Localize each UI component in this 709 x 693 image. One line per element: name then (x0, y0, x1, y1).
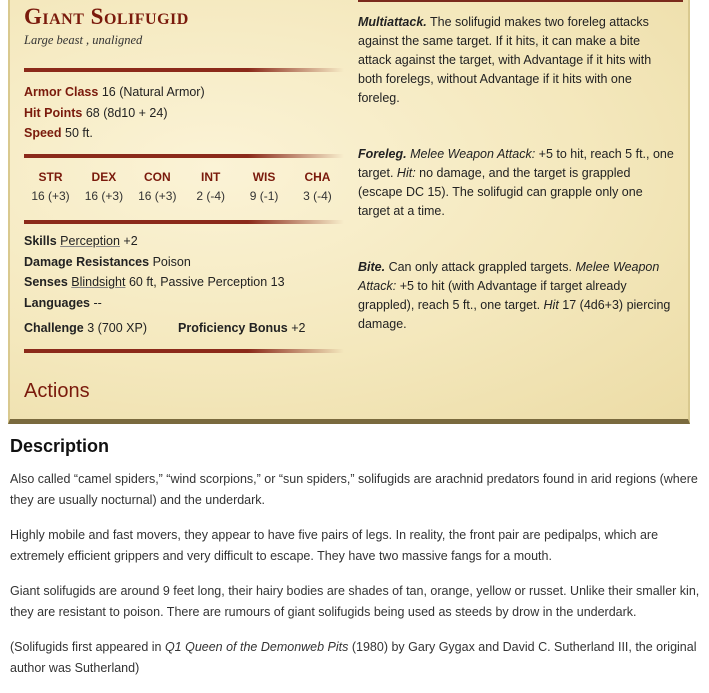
bite-pre: Can only attack grappled targets. (385, 260, 576, 274)
damage-resistances (24, 255, 191, 269)
foreleg-hit: no damage, and the target is grappled (escape DC 15). The solifugid can grapple only one target at a time. (358, 166, 643, 218)
ability-name: INT (201, 170, 221, 184)
multiattack-name: Multiattack. (358, 15, 427, 29)
ability-value: 16 (+3) (84, 189, 124, 203)
bite-attack-type: Melee Weapon Attack: (358, 260, 660, 293)
section-divider (24, 220, 344, 224)
hit-points-value: 68 (8d10 + 24) (85, 106, 168, 120)
ability-value: 16 (+3) (31, 189, 70, 203)
origin-post: (1980) by Gary Gygax and David C. Sutherland III, the original author was Sutherland) (10, 640, 697, 675)
armor-class (24, 85, 205, 99)
languages (24, 296, 102, 310)
stat-block (8, 0, 690, 424)
hit-points-label: Hit Points (24, 106, 83, 120)
languages-label: Languages (24, 296, 90, 310)
speed-label: Speed (24, 126, 62, 140)
creature-type: Large beast , unaligned (24, 33, 143, 47)
damage-resistances-label: Damage Resistances (24, 255, 150, 269)
description-paragraph: Highly mobile and fast movers, they appear to have five pairs of legs. In reality, the front pair are pedipalps, which are extremely efficient grippers and very difficult to escape. They have two massive fangs for a mouth. (10, 528, 659, 563)
hit-points (24, 106, 168, 120)
foreleg-attack-type: Melee Weapon Attack: (410, 147, 536, 161)
multiattack-action (358, 13, 676, 108)
description-heading: Description (10, 436, 110, 456)
perception-link[interactable]: Perception (60, 234, 120, 248)
skills-value: +2 (119, 234, 138, 248)
senses-value: 60 ft, Passive Perception 13 (125, 275, 285, 289)
description-section (10, 436, 700, 693)
bite-hit: 17 (4d6+3) piercing damage. (358, 298, 671, 331)
section-divider (24, 154, 344, 158)
foreleg-name: Foreleg. (358, 147, 407, 161)
challenge-value: 3 (700 XP) (87, 321, 147, 335)
top-rule (358, 0, 683, 2)
bite-hit-label: Hit (543, 298, 559, 312)
ability-int (184, 170, 237, 203)
ability-dex (77, 170, 130, 203)
ability-name: CON (143, 170, 171, 184)
ability-cha (291, 170, 344, 203)
armor-class-label: Armor Class (24, 85, 99, 99)
origin-pre: (Solifugids first appeared in (10, 640, 165, 654)
bite-name: Bite. (358, 260, 386, 274)
challenge (24, 321, 147, 335)
ability-value: 16 (+3) (138, 189, 177, 203)
ability-name: STR (38, 170, 63, 184)
foreleg-hit-label: Hit: (396, 166, 416, 180)
languages-value: -- (93, 296, 102, 310)
senses-label: Senses (24, 275, 68, 289)
ability-value: 9 (-1) (249, 189, 279, 203)
section-divider (24, 349, 344, 353)
challenge-label: Challenge (24, 321, 84, 335)
ability-name: CHA (304, 170, 331, 184)
blindsight-link[interactable]: Blindsight (71, 275, 126, 289)
foreleg-action (358, 145, 676, 221)
proficiency-label: Proficiency Bonus (178, 321, 288, 335)
skills-label: Skills (24, 234, 57, 248)
section-divider (24, 68, 344, 72)
ability-name: DEX (91, 170, 117, 184)
ability-value: 3 (-4) (303, 189, 332, 203)
proficiency-value: +2 (291, 321, 306, 335)
skills (24, 234, 138, 248)
module-title: Q1 Queen of the Demonweb Pits (164, 640, 349, 654)
ability-name: WIS (252, 170, 276, 184)
bite-attack: +5 to hit (with Advantage if target already grappled), reach 5 ft., one target. (358, 279, 627, 312)
damage-resistances-value: Poison (152, 255, 191, 269)
ability-scores (24, 170, 344, 203)
bite-action (358, 258, 676, 334)
ability-con (131, 170, 184, 203)
description-paragraph: Giant solifugids are around 9 feet long, their hairy bodies are shades of tan, orange, yellow or russet. Unlike their smaller kin, they are resistant to poison. There are rumours of giant solifugids being used as steeds by drow in the underdark. (10, 584, 700, 619)
multiattack-text: The solifugid makes two foreleg attacks against the same target. If it hits, it can make a bite attack against the target, with Advantage if it hits with both forelegs, without Advantage if it hits with one foreleg. (358, 15, 652, 105)
senses (24, 275, 285, 289)
actions-heading: Actions (24, 380, 90, 402)
armor-class-value: 16 (Natural Armor) (101, 85, 205, 99)
description-paragraph (10, 637, 700, 679)
ability-wis (238, 170, 291, 203)
speed-value: 50 ft. (65, 126, 93, 140)
creature-name: Giant Solifugid (24, 4, 189, 29)
speed (24, 126, 93, 140)
ability-value: 2 (-4) (196, 189, 225, 203)
ability-str (24, 170, 77, 203)
foreleg-attack: +5 to hit, reach 5 ft., one target. (358, 147, 674, 180)
proficiency-bonus (178, 321, 306, 335)
description-paragraph: Also called “camel spiders,” “wind scorpions,” or “sun spiders,” solifugids are arachnid predators found in arid regions (where they are usually nocturnal) and the underdark. (10, 472, 698, 507)
